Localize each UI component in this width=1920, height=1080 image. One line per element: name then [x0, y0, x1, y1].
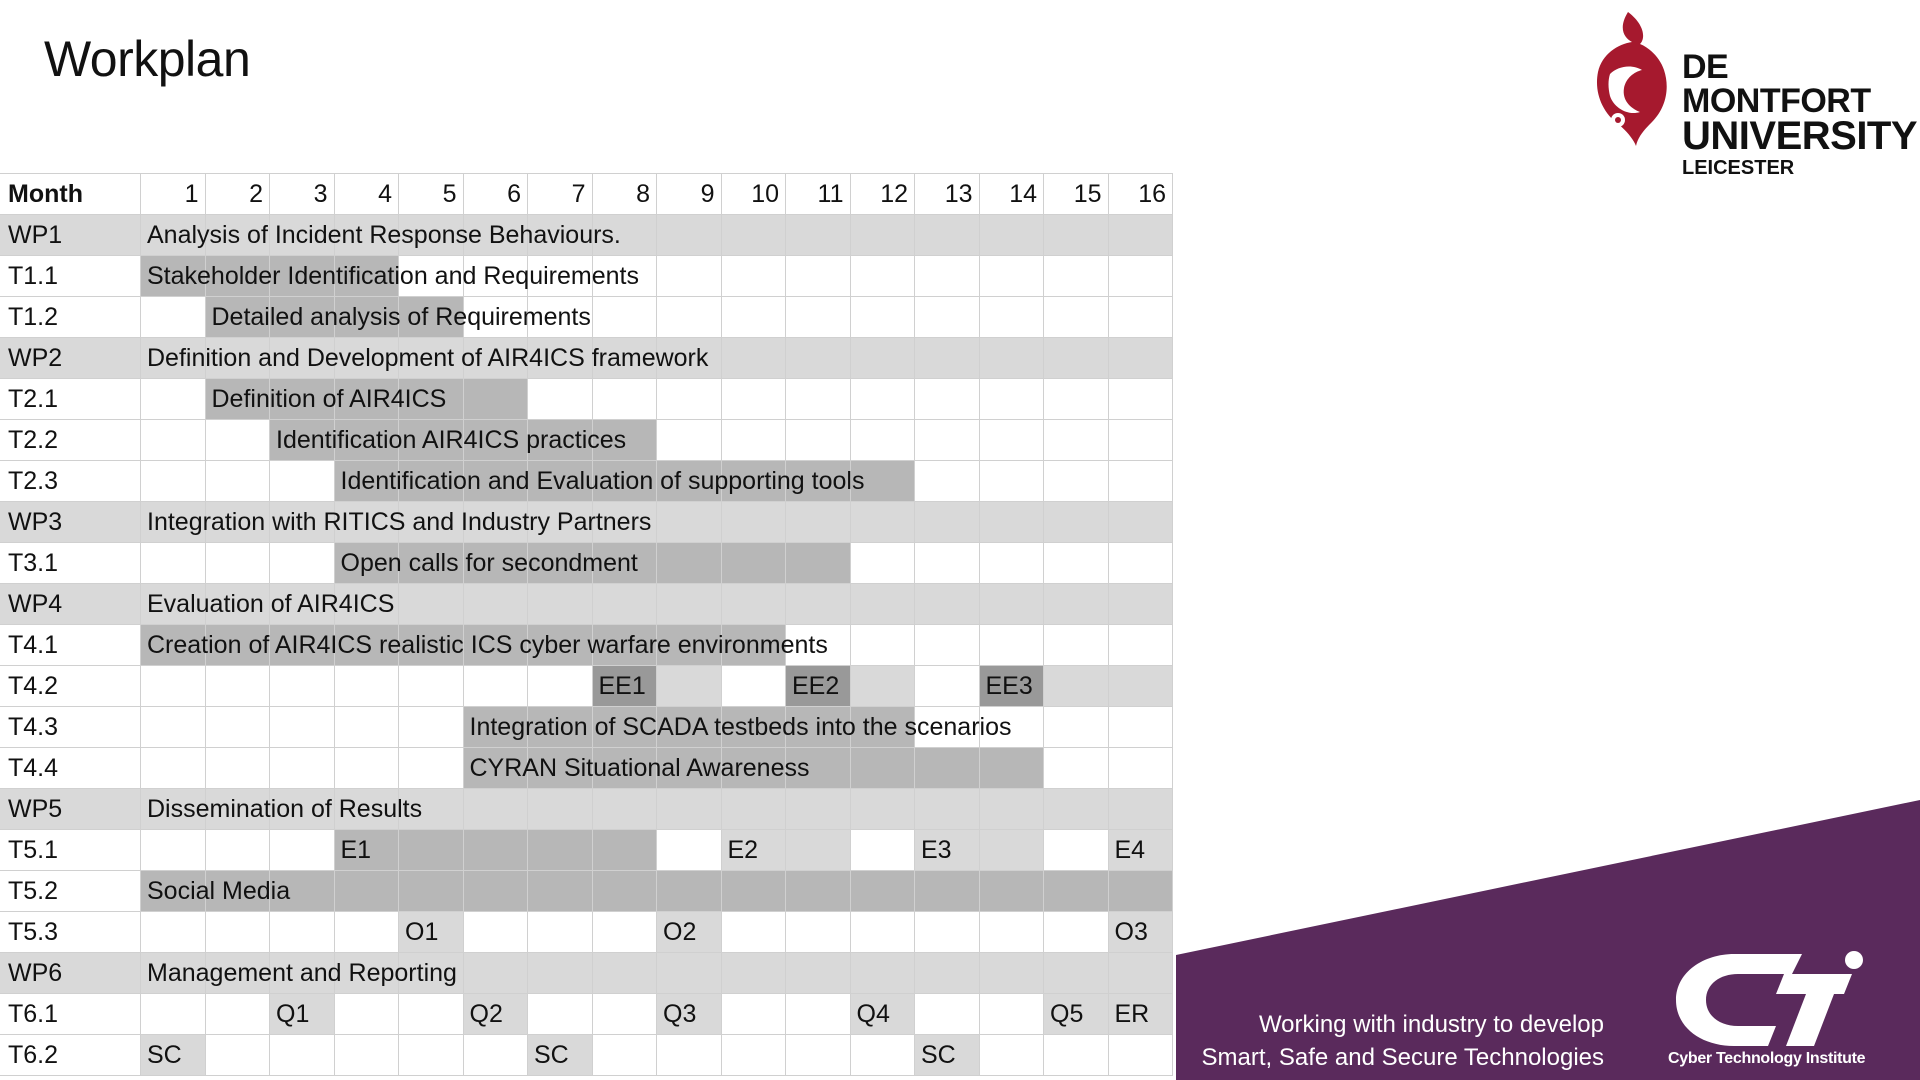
month-cell — [1044, 1035, 1109, 1076]
month-cell — [528, 666, 593, 707]
month-cell — [980, 215, 1045, 256]
month-cell — [1044, 871, 1109, 912]
month-cell — [786, 953, 851, 994]
month-cell — [722, 379, 787, 420]
month-cell — [786, 912, 851, 953]
month-cell — [335, 707, 400, 748]
month-cell — [1044, 338, 1109, 379]
month-cell — [335, 748, 400, 789]
month-cell — [786, 338, 851, 379]
month-cell — [722, 994, 787, 1035]
month-cell — [464, 953, 529, 994]
bar-label: Detailed analysis of Requirements — [211, 303, 591, 331]
bar-label: Definition of AIR4ICS — [211, 385, 447, 413]
month-cell — [722, 953, 787, 994]
month-cell — [851, 379, 916, 420]
bar-label: EE3 — [985, 672, 1033, 700]
bar-label: Integration with RITICS and Industry Partners — [147, 508, 652, 536]
row-label: T1.1 — [0, 256, 141, 297]
month-cell — [851, 297, 916, 338]
month-cell — [786, 994, 851, 1035]
month-cell — [206, 1035, 271, 1076]
bar-label: Evaluation of AIR4ICS — [147, 590, 395, 618]
tagline-line2: Smart, Safe and Secure Technologies — [1201, 1044, 1604, 1071]
bar-label: O2 — [663, 918, 697, 946]
bar-label: SC — [534, 1041, 569, 1069]
bar-label: Q3 — [663, 1000, 697, 1028]
month-number: 6 — [464, 173, 529, 215]
row-label: T6.2 — [0, 1035, 141, 1076]
month-cell — [980, 912, 1045, 953]
workplan-table — [0, 173, 1174, 1077]
month-cell — [1109, 666, 1174, 707]
month-cell — [980, 1035, 1045, 1076]
bar-label: Social Media — [147, 877, 291, 905]
month-cell — [1109, 297, 1174, 338]
month-cell — [980, 379, 1045, 420]
month-cell — [786, 543, 851, 584]
month-cell — [1109, 789, 1174, 830]
month-cell — [270, 1035, 335, 1076]
row-label: T4.2 — [0, 666, 141, 707]
row-label: T3.1 — [0, 543, 141, 584]
month-cell — [335, 994, 400, 1035]
month-cell — [1109, 420, 1174, 461]
month-cell — [141, 543, 206, 584]
bar-label: Management and Reporting — [147, 959, 457, 987]
month-cell — [786, 871, 851, 912]
month-cell — [980, 297, 1045, 338]
month-cell — [915, 789, 980, 830]
row-label: T4.3 — [0, 707, 141, 748]
bar-label: Open calls for secondment — [340, 549, 638, 577]
bar-label: O1 — [405, 918, 439, 946]
month-cell — [980, 502, 1045, 543]
month-cell — [657, 584, 722, 625]
row-label: WP2 — [0, 338, 141, 379]
row-label: WP3 — [0, 502, 141, 543]
brand-name-line3: LEICESTER — [1682, 157, 1795, 179]
month-cell — [851, 625, 916, 666]
month-cell — [1044, 912, 1109, 953]
month-cell — [1109, 625, 1174, 666]
month-cell — [915, 256, 980, 297]
month-cell — [270, 830, 335, 871]
month-cell — [657, 502, 722, 543]
month-cell — [593, 912, 658, 953]
month-cell — [464, 871, 529, 912]
month-cell — [980, 420, 1045, 461]
month-cell — [464, 584, 529, 625]
month-number: 3 — [270, 173, 335, 215]
month-cell — [722, 666, 787, 707]
month-cell — [1109, 461, 1174, 502]
university-logo — [1588, 8, 1918, 179]
month-cell — [915, 338, 980, 379]
month-cell — [206, 830, 271, 871]
month-cell — [851, 830, 916, 871]
month-cell — [1044, 215, 1109, 256]
bar-label: E2 — [727, 836, 759, 864]
month-cell — [1109, 1035, 1174, 1076]
month-cell — [980, 584, 1045, 625]
month-cell — [786, 789, 851, 830]
month-cell — [1044, 461, 1109, 502]
bar-label: Analysis of Incident Response Behaviours. — [147, 221, 621, 249]
month-cell — [657, 1035, 722, 1076]
month-cell — [915, 461, 980, 502]
month-cell — [1109, 379, 1174, 420]
month-cell — [1044, 297, 1109, 338]
month-cell — [206, 707, 271, 748]
month-cell — [657, 215, 722, 256]
bar-label: SC — [921, 1041, 956, 1069]
month-cell — [851, 502, 916, 543]
month-cell — [657, 666, 722, 707]
month-cell — [722, 584, 787, 625]
row-label: T2.1 — [0, 379, 141, 420]
month-cell — [593, 994, 658, 1035]
month-cell — [206, 461, 271, 502]
bar-label: EE2 — [792, 672, 840, 700]
month-cell — [206, 748, 271, 789]
month-cell — [722, 297, 787, 338]
page-title: Workplan — [44, 31, 251, 87]
month-cell — [657, 953, 722, 994]
month-cell — [786, 830, 851, 871]
bar-label: ER — [1114, 1000, 1150, 1028]
row-label: T4.1 — [0, 625, 141, 666]
month-cell — [464, 379, 529, 420]
month-number: 7 — [528, 173, 593, 215]
row-label: WP6 — [0, 953, 141, 994]
month-number: 8 — [593, 173, 658, 215]
month-cell — [464, 789, 529, 830]
month-cell — [270, 543, 335, 584]
row-label: T6.1 — [0, 994, 141, 1035]
month-cell — [141, 666, 206, 707]
month-cell — [528, 953, 593, 994]
month-cell — [722, 543, 787, 584]
bar-label: CYRAN Situational Awareness — [469, 754, 810, 782]
brand-name-line2: UNIVERSITY — [1682, 114, 1918, 158]
month-cell — [593, 1035, 658, 1076]
bar-label: Definition and Development of AIR4ICS framework — [147, 344, 709, 372]
month-cell — [786, 584, 851, 625]
month-cell — [722, 256, 787, 297]
month-cell — [528, 584, 593, 625]
month-cell — [1044, 379, 1109, 420]
month-cell — [593, 953, 658, 994]
month-cell — [980, 543, 1045, 584]
row-label: T2.2 — [0, 420, 141, 461]
month-cell — [915, 994, 980, 1035]
month-cell — [141, 420, 206, 461]
bar-label: Stakeholder Identification and Requirements — [147, 262, 639, 290]
month-cell — [722, 912, 787, 953]
month-cell — [1044, 748, 1109, 789]
month-cell — [722, 420, 787, 461]
month-cell — [722, 1035, 787, 1076]
month-cell — [851, 953, 916, 994]
month-cell — [915, 748, 980, 789]
month-cell — [206, 420, 271, 461]
month-cell — [980, 789, 1045, 830]
month-cell — [206, 543, 271, 584]
month-cell — [1109, 707, 1174, 748]
month-cell — [528, 994, 593, 1035]
month-cell — [786, 502, 851, 543]
bar-label: SC — [147, 1041, 182, 1069]
bar-label: Q2 — [469, 1000, 503, 1028]
month-cell — [593, 379, 658, 420]
month-cell — [270, 912, 335, 953]
month-cell — [464, 912, 529, 953]
month-cell — [528, 912, 593, 953]
month-cell — [1044, 502, 1109, 543]
row-label: T5.2 — [0, 871, 141, 912]
month-cell — [980, 830, 1045, 871]
month-cell — [722, 871, 787, 912]
row-label: T4.4 — [0, 748, 141, 789]
month-cell — [915, 871, 980, 912]
month-cell — [593, 871, 658, 912]
month-cell — [915, 912, 980, 953]
row-label: WP1 — [0, 215, 141, 256]
month-cell — [657, 379, 722, 420]
tagline-line1: Working with industry to develop — [1258, 1011, 1604, 1038]
month-cell — [786, 297, 851, 338]
month-cell — [851, 584, 916, 625]
row-label: T2.3 — [0, 461, 141, 502]
month-cell — [1044, 256, 1109, 297]
bar-label: Identification AIR4ICS practices — [276, 426, 627, 454]
month-cell — [335, 1035, 400, 1076]
month-cell — [528, 789, 593, 830]
month-cell — [851, 338, 916, 379]
month-cell — [915, 297, 980, 338]
month-cell — [851, 420, 916, 461]
month-cell — [851, 543, 916, 584]
month-cell — [786, 379, 851, 420]
month-cell — [141, 830, 206, 871]
month-cell — [1109, 953, 1174, 994]
month-number: 12 — [851, 173, 916, 215]
month-cell — [657, 256, 722, 297]
month-number: 2 — [206, 173, 271, 215]
month-cell — [915, 666, 980, 707]
month-cell — [528, 379, 593, 420]
cti-logo-subtitle: Cyber Technology Institute — [1668, 1050, 1866, 1067]
bar-label: Integration of SCADA testbeds into the scenarios — [469, 713, 1012, 741]
bar-label: Q4 — [856, 1000, 890, 1028]
bar-label: E3 — [921, 836, 952, 864]
month-cell — [464, 830, 529, 871]
bar-label: E1 — [340, 836, 372, 864]
month-cell — [1109, 584, 1174, 625]
month-cell — [141, 379, 206, 420]
month-cell — [1109, 256, 1174, 297]
month-cell — [335, 871, 400, 912]
month-cell — [1044, 420, 1109, 461]
month-cell — [851, 871, 916, 912]
month-cell — [270, 707, 335, 748]
month-cell — [399, 830, 464, 871]
month-cell — [593, 830, 658, 871]
month-cell — [335, 666, 400, 707]
month-cell — [399, 707, 464, 748]
month-cell — [851, 215, 916, 256]
month-cell — [141, 994, 206, 1035]
month-cell — [593, 789, 658, 830]
month-cell — [270, 748, 335, 789]
month-cell — [206, 912, 271, 953]
month-cell — [1044, 707, 1109, 748]
month-header: Month — [0, 173, 141, 215]
month-cell — [657, 543, 722, 584]
month-number: 13 — [915, 173, 980, 215]
month-cell — [141, 297, 206, 338]
month-cell — [1044, 584, 1109, 625]
month-cell — [1109, 215, 1174, 256]
month-cell — [657, 871, 722, 912]
month-cell — [915, 625, 980, 666]
month-cell — [399, 666, 464, 707]
month-cell — [1044, 625, 1109, 666]
month-cell — [657, 789, 722, 830]
month-cell — [141, 912, 206, 953]
bar-label: Q5 — [1050, 1000, 1084, 1028]
month-cell — [1109, 502, 1174, 543]
month-cell — [657, 830, 722, 871]
month-number: 14 — [980, 173, 1045, 215]
row-label: T1.2 — [0, 297, 141, 338]
month-cell — [1044, 543, 1109, 584]
row-label: WP4 — [0, 584, 141, 625]
month-cell — [915, 543, 980, 584]
month-number: 9 — [657, 173, 722, 215]
row-label: T5.1 — [0, 830, 141, 871]
bar-label: Q1 — [276, 1000, 310, 1028]
bar-label: Identification and Evaluation of supporting tools — [340, 467, 865, 495]
month-cell — [722, 338, 787, 379]
month-cell — [528, 830, 593, 871]
month-cell — [851, 748, 916, 789]
month-cell — [786, 420, 851, 461]
month-cell — [980, 748, 1045, 789]
month-cell — [141, 748, 206, 789]
month-cell — [980, 461, 1045, 502]
bar-label: Creation of AIR4ICS realistic ICS cyber warfare environments — [147, 631, 828, 659]
month-cell — [722, 502, 787, 543]
month-cell — [141, 707, 206, 748]
month-cell — [980, 871, 1045, 912]
month-cell — [851, 789, 916, 830]
month-number: 11 — [786, 173, 851, 215]
month-cell — [915, 584, 980, 625]
month-cell — [270, 461, 335, 502]
month-cell — [1044, 953, 1109, 994]
brand-name-line1: DE MONTFORT — [1682, 48, 1871, 120]
month-cell — [915, 420, 980, 461]
month-cell — [980, 256, 1045, 297]
footer-tagline — [1202, 1008, 1604, 1074]
month-cell — [335, 912, 400, 953]
month-cell — [206, 994, 271, 1035]
month-cell — [1109, 338, 1174, 379]
month-number: 4 — [335, 173, 400, 215]
month-cell — [399, 1035, 464, 1076]
month-cell — [399, 584, 464, 625]
month-cell — [593, 297, 658, 338]
month-cell — [722, 215, 787, 256]
month-cell — [851, 666, 916, 707]
month-cell — [851, 1035, 916, 1076]
month-cell — [270, 666, 335, 707]
month-number: 5 — [399, 173, 464, 215]
month-cell — [206, 666, 271, 707]
month-cell — [1109, 543, 1174, 584]
month-cell — [399, 871, 464, 912]
month-cell — [786, 1035, 851, 1076]
bar-label: Dissemination of Results — [147, 795, 423, 823]
month-cell — [786, 256, 851, 297]
month-cell — [464, 1035, 529, 1076]
month-cell — [528, 871, 593, 912]
month-cell — [1044, 666, 1109, 707]
month-cell — [915, 379, 980, 420]
month-cell — [657, 297, 722, 338]
month-cell — [399, 994, 464, 1035]
month-cell — [915, 953, 980, 994]
month-cell — [980, 625, 1045, 666]
month-cell — [464, 666, 529, 707]
month-cell — [851, 256, 916, 297]
month-cell — [915, 502, 980, 543]
row-label: WP5 — [0, 789, 141, 830]
month-cell — [399, 748, 464, 789]
row-label: T5.3 — [0, 912, 141, 953]
bar-label: E4 — [1114, 836, 1146, 864]
month-number: 16 — [1109, 173, 1174, 215]
month-number: 1 — [141, 173, 206, 215]
month-cell — [851, 912, 916, 953]
month-cell — [1109, 748, 1174, 789]
month-cell — [980, 338, 1045, 379]
month-cell — [1044, 830, 1109, 871]
month-cell — [786, 215, 851, 256]
month-cell — [657, 420, 722, 461]
bar-label: O3 — [1114, 918, 1148, 946]
month-cell — [722, 789, 787, 830]
month-number: 10 — [722, 173, 787, 215]
griffin-crest-icon — [1588, 8, 1678, 148]
month-number: 15 — [1044, 173, 1109, 215]
bar-label: EE1 — [598, 672, 646, 700]
month-cell — [980, 994, 1045, 1035]
month-cell — [593, 584, 658, 625]
month-cell — [980, 953, 1045, 994]
month-cell — [915, 215, 980, 256]
month-cell — [141, 461, 206, 502]
month-cell — [1044, 789, 1109, 830]
month-cell — [1109, 871, 1174, 912]
